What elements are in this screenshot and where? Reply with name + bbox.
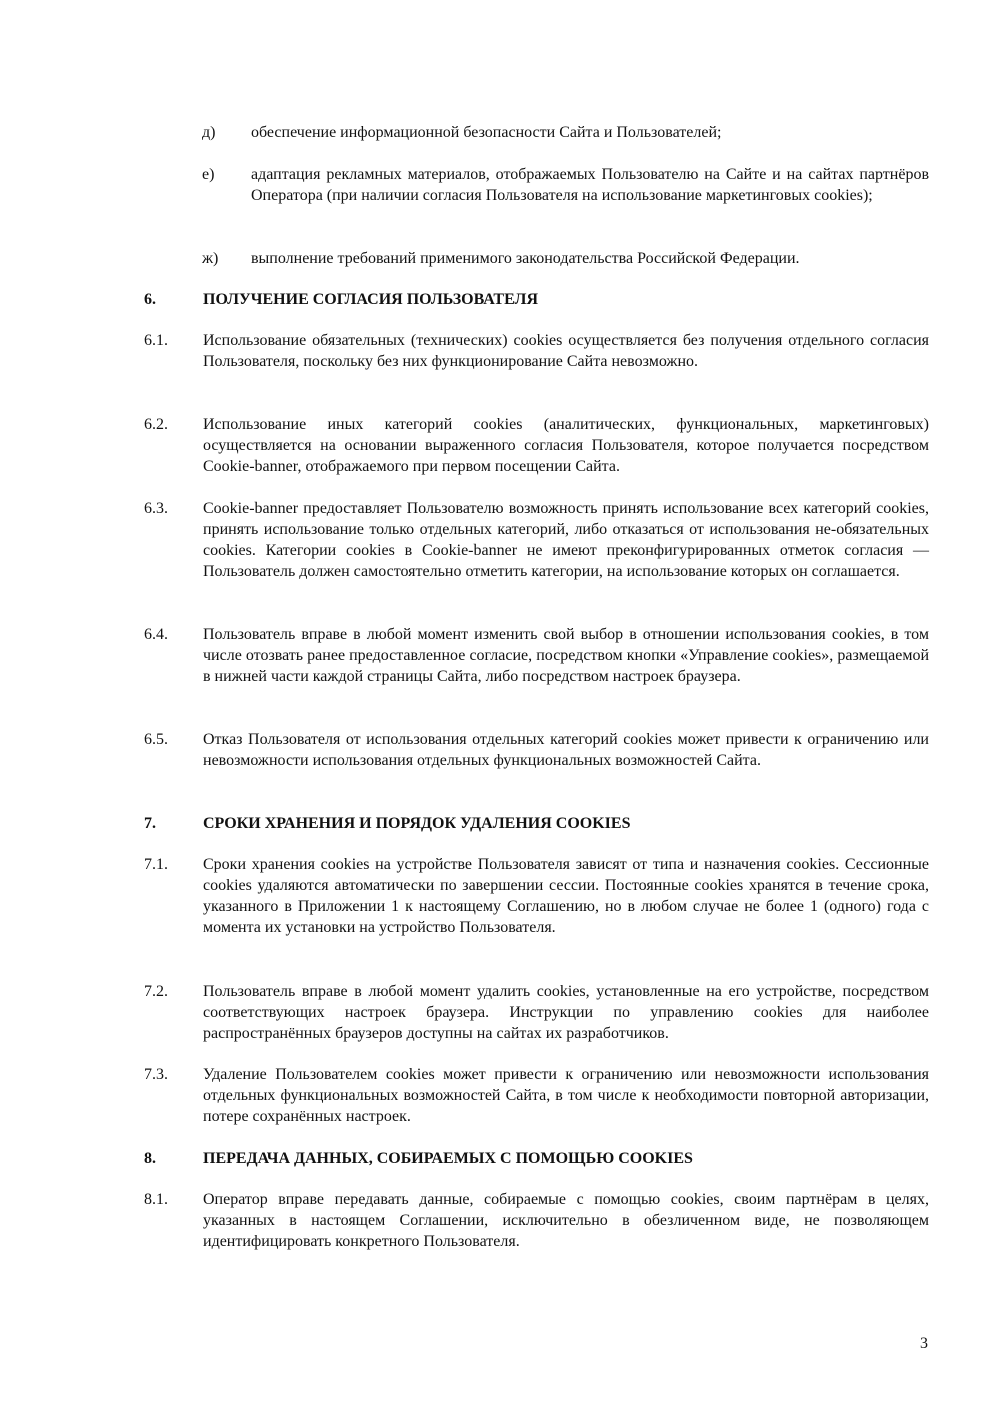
clause-7-1 bbox=[144, 854, 929, 938]
clause-6-5 bbox=[144, 729, 929, 771]
clause-6-4 bbox=[144, 624, 929, 687]
clause-number: 8.1. bbox=[144, 1191, 168, 1208]
list-item-text: адаптация рекламных материалов, отображаемых Пользователю на Сайте и на сайтах партнёров Оператора (при наличии согласия Пользователя на использование маркетинговых cookies); bbox=[251, 166, 929, 204]
clause-6-1 bbox=[144, 330, 929, 372]
clause-6-2 bbox=[144, 414, 929, 477]
clause-7-2 bbox=[144, 981, 929, 1044]
list-marker: ж) bbox=[202, 250, 219, 267]
clause-text: Использование обязательных (технических) cookies осуществляется без получения отдельного согласия Пользователя, поскольку без них функционирование Сайта невозможно. bbox=[203, 332, 929, 370]
page-number: 3 bbox=[920, 1335, 928, 1352]
clause-text: Удаление Пользователем cookies может привести к ограничению или невозможности использования отдельных функциональных возможностей Сайта, в том числе к необходимости повторной авторизации, потере сохранённых настроек. bbox=[203, 1066, 929, 1125]
list-item-text: выполнение требований применимого законодательства Российской Федерации. bbox=[251, 250, 800, 267]
clause-number: 6.1. bbox=[144, 332, 168, 349]
clause-text: Отказ Пользователя от использования отдельных категорий cookies может привести к ограничению или невозможности использования отдельных функциональных возможностей Сайта. bbox=[203, 731, 929, 769]
clause-text: Использование иных категорий cookies (аналитических, функциональных, маркетинговых) осуществляется на основании выраженного согласия Пользователя, которое получается посредством Cookie-banner, отображаемого при первом посещении Сайта. bbox=[203, 416, 929, 475]
clause-6-3 bbox=[144, 498, 929, 582]
clause-text: Cookie-banner предоставляет Пользователю возможность принять использование всех категорий cookies, принять использование только отдельных категорий, либо отказаться от использования не-обязательных cookies. Категории cookies в Cookie-banner не имеют преконфигурированных отметок согласия — Пользователь должен самостоятельно отметить категории, на использование которых он соглашается. bbox=[203, 500, 929, 580]
list-item-d bbox=[202, 122, 929, 143]
section-number: 6. bbox=[144, 291, 156, 308]
list-item-e bbox=[202, 164, 929, 206]
clause-number: 6.4. bbox=[144, 626, 168, 643]
clause-number: 6.5. bbox=[144, 731, 168, 748]
clause-8-1 bbox=[144, 1189, 929, 1252]
section-number: 8. bbox=[144, 1150, 156, 1167]
section-title: СРОКИ ХРАНЕНИЯ И ПОРЯДОК УДАЛЕНИЯ COOKIES bbox=[203, 815, 631, 832]
clause-text: Пользователь вправе в любой момент изменить свой выбор в отношении использования cookies, в том числе отозвать ранее предоставленное согласие, посредством кнопки «Управление cookies», размещаемой в нижней части каждой страницы Сайта, либо посредством настроек браузера. bbox=[203, 626, 929, 685]
clause-number: 6.3. bbox=[144, 500, 168, 517]
clause-number: 7.2. bbox=[144, 983, 168, 1000]
clause-7-3 bbox=[144, 1064, 929, 1127]
section-title: ПОЛУЧЕНИЕ СОГЛАСИЯ ПОЛЬЗОВАТЕЛЯ bbox=[203, 291, 539, 308]
section-title: ПЕРЕДАЧА ДАННЫХ, СОБИРАЕМЫХ С ПОМОЩЬЮ COOKIES bbox=[203, 1150, 693, 1167]
clause-number: 7.1. bbox=[144, 856, 168, 873]
list-item-text: обеспечение информационной безопасности Сайта и Пользователей; bbox=[251, 124, 722, 141]
clause-number: 7.3. bbox=[144, 1066, 168, 1083]
list-marker: д) bbox=[202, 124, 216, 141]
clause-text: Оператор вправе передавать данные, собираемые с помощью cookies, своим партнёрам в целях, указанных в настоящем Соглашении, исключительно в обезличенном виде, не позволяющем идентифицировать конкретного Пользователя. bbox=[203, 1191, 929, 1250]
list-item-zh bbox=[202, 248, 929, 269]
clause-number: 6.2. bbox=[144, 416, 168, 433]
section-number: 7. bbox=[144, 815, 156, 832]
list-marker: е) bbox=[202, 166, 215, 183]
clause-text: Пользователь вправе в любой момент удалить cookies, установленные на его устройстве, посредством соответствующих настроек браузера. Инструкции по управлению cookies для наиболее распространённых браузеров доступны на сайтах их разработчиков. bbox=[203, 983, 929, 1042]
clause-text: Сроки хранения cookies на устройстве Пользователя зависят от типа и назначения cookies. Сессионные cookies удаляются автоматически по завершении сессии. Постоянные cookies хранятся в течение срока, указанного в Приложении 1 к настоящему Соглашению, но в любом случае не более 1 (одного) года с момента их установки на устройство Пользователя. bbox=[203, 856, 929, 936]
